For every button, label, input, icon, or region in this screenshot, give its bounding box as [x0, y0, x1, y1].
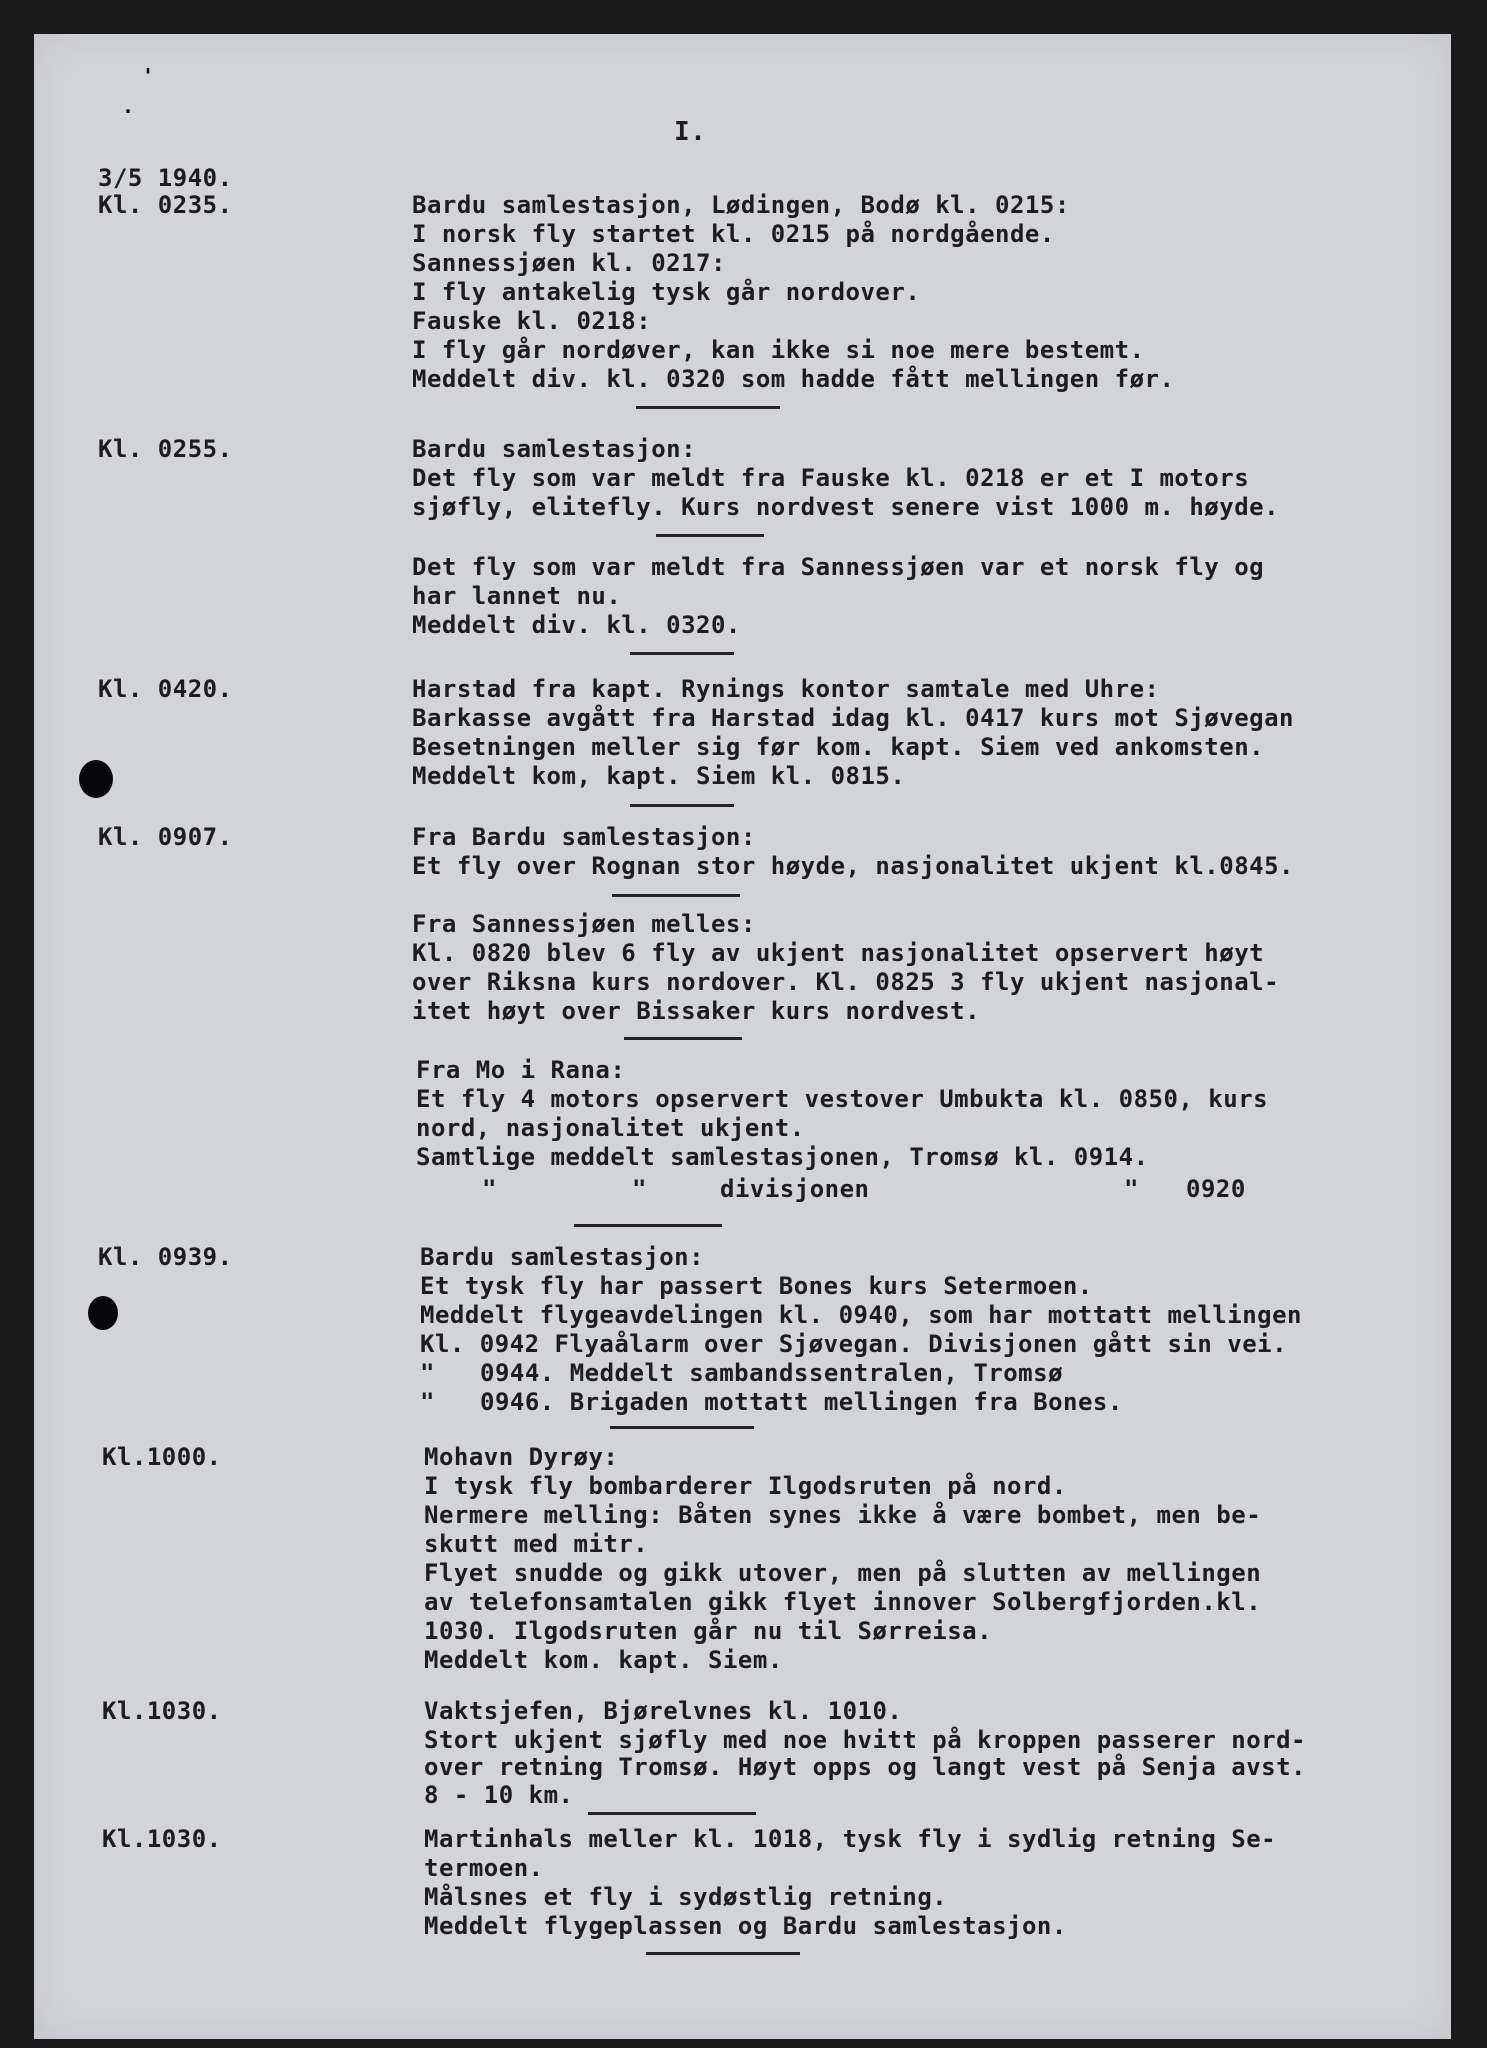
entry-time: Kl.1000.: [102, 1443, 222, 1471]
entry-line: Stort ukjent sjøfly med noe hvitt på kroppen passerer nord-: [424, 1726, 1307, 1754]
ditto-mark: ": [1124, 1175, 1139, 1203]
entry-line: Mohavn Dyrøy:: [424, 1443, 619, 1471]
entry-time: Kl. 0235.: [98, 191, 233, 219]
entry-line: har lannet nu.: [412, 582, 622, 610]
entry-line: sjøfly, elitefly. Kurs nordvest senere vist 1000 m. høyde.: [412, 493, 1280, 521]
entry-line: Det fly som var meldt fra Sannessjøen var et norsk fly og: [412, 553, 1265, 581]
entry-line: Flyet snudde og gikk utover, men på slutten av mellingen: [424, 1559, 1262, 1587]
margin-mark: ': [142, 64, 155, 88]
entry-line: Besetningen meller sig før kom. kapt. Siem ved ankomsten.: [412, 733, 1265, 761]
entry-line: Fauske kl. 0218:: [412, 307, 652, 335]
ditto-mark: ": [482, 1175, 497, 1203]
entry-line: 8 - 10 km.: [424, 1781, 574, 1809]
entry-line: 0946. Brigaden mottatt mellingen fra Bones.: [480, 1388, 1123, 1416]
separator-line: [656, 534, 764, 537]
entry-time: Kl. 0420.: [98, 675, 233, 703]
separator-line: [588, 1812, 756, 1815]
ditto-mark: ": [420, 1359, 435, 1387]
entry-line: nord, nasjonalitet ukjent.: [416, 1114, 805, 1142]
entry-line: I fly antakelig tysk går nordover.: [412, 278, 921, 306]
page-number: I.: [674, 117, 707, 147]
entry-line: Målsnes et fly i sydøstlig retning.: [424, 1883, 948, 1911]
entry-line: Nermere melling: Båten synes ikke å være bombet, men be-: [424, 1501, 1262, 1529]
entry-line: I norsk fly startet kl. 0215 på nordgående.: [412, 220, 1055, 248]
entry-line: Sannessjøen kl. 0217:: [412, 249, 726, 277]
entry-line: over retning Tromsø. Høyt opps og langt vest på Senja avst.: [424, 1753, 1307, 1781]
entry-date: 3/5 1940.: [98, 164, 233, 192]
entry-time: Kl.1030.: [102, 1825, 222, 1853]
punch-hole: [88, 1296, 118, 1330]
entry-line: Harstad fra kapt. Rynings kontor samtale med Uhre:: [412, 675, 1160, 703]
entry-line: termoen.: [424, 1854, 544, 1882]
entry-line: Kl. 0942 Flyaålarm over Sjøvegan. Divisjonen gått sin vei.: [420, 1330, 1288, 1358]
entry-line: Meddelt flygeplassen og Bardu samlestasjon.: [424, 1912, 1067, 1940]
entry-time: Kl. 0255.: [98, 435, 233, 463]
separator-line: [636, 406, 780, 409]
entry-line: 1030. Ilgodsruten går nu til Sørreisa.: [424, 1617, 993, 1645]
entry-line: Bardu samlestasjon:: [420, 1243, 705, 1271]
entry-line: Fra Bardu samlestasjon:: [412, 823, 756, 851]
entry-line: Barkasse avgått fra Harstad idag kl. 0417 kurs mot Sjøvegan: [412, 704, 1295, 732]
entry-line: Kl. 0820 blev 6 fly av ukjent nasjonalitet opservert høyt: [412, 939, 1265, 967]
entry-line: Meddelt kom, kapt. Siem kl. 0815.: [412, 762, 906, 790]
entry-line: Vaktsjefen, Bjørelvnes kl. 1010.: [424, 1697, 903, 1725]
punch-hole: [79, 760, 113, 798]
entry-time: Kl.1030.: [102, 1697, 222, 1725]
separator-line: [574, 1224, 722, 1227]
entry-line: Meddelt div. kl. 0320.: [412, 611, 741, 639]
separator-line: [624, 1037, 742, 1040]
entry-line: Meddelt kom. kapt. Siem.: [424, 1646, 783, 1674]
entry-line: Bardu samlestasjon, Lødingen, Bodø kl. 0215:: [412, 191, 1070, 219]
entry-line: Et tysk fly har passert Bones kurs Setermoen.: [420, 1272, 1093, 1300]
ditto-mark: ": [420, 1388, 435, 1416]
entry-line: 0944. Meddelt sambandssentralen, Tromsø: [480, 1359, 1064, 1387]
entry-line: Et fly 4 motors opservert vestover Umbukta kl. 0850, kurs: [416, 1085, 1269, 1113]
entry-line: skutt med mitr.: [424, 1530, 649, 1558]
entry-line: I fly går nordøver, kan ikke si noe mere bestemt.: [412, 336, 1145, 364]
entry-line: Martinhals meller kl. 1018, tysk fly i sydlig retning Se-: [424, 1825, 1277, 1853]
entry-line: over Riksna kurs nordover. Kl. 0825 3 fly ukjent nasjonal-: [412, 968, 1280, 996]
separator-line: [630, 652, 734, 655]
entry-line: I tysk fly bombarderer Ilgodsruten på nord.: [424, 1472, 1067, 1500]
separator-line: [646, 1952, 800, 1955]
entry-line: Fra Sannessjøen melles:: [412, 910, 756, 938]
ditto-mark: ": [632, 1175, 647, 1203]
entry-line: Bardu samlestasjon:: [412, 435, 697, 463]
entry-line: Det fly som var meldt fra Fauske kl. 0218 er et I motors: [412, 464, 1250, 492]
entry-line: Et fly over Rognan stor høyde, nasjonalitet ukjent kl.0845.: [412, 852, 1295, 880]
margin-mark: .: [122, 94, 135, 118]
entry-time: Kl. 0907.: [98, 823, 233, 851]
entry-line: Meddelt div. kl. 0320 som hadde fått mellingen før.: [412, 365, 1175, 393]
entry-line: itet høyt over Bissaker kurs nordvest.: [412, 997, 981, 1025]
entry-line: Fra Mo i Rana:: [416, 1056, 626, 1084]
entry-line: Meddelt flygeavdelingen kl. 0940, som har mottatt mellingen: [420, 1301, 1303, 1329]
separator-line: [630, 804, 734, 807]
entry-time: Kl. 0939.: [98, 1243, 233, 1271]
entry-line: Samtlige meddelt samlestasjonen, Tromsø kl. 0914.: [416, 1143, 1149, 1171]
separator-line: [610, 1426, 754, 1429]
document-page: [34, 34, 1451, 2039]
entry-line: av telefonsamtalen gikk flyet innover Solbergfjorden.kl.: [424, 1588, 1262, 1616]
entry-line: 0920: [1186, 1175, 1246, 1203]
entry-line: divisjonen: [720, 1175, 870, 1203]
separator-line: [612, 894, 740, 897]
